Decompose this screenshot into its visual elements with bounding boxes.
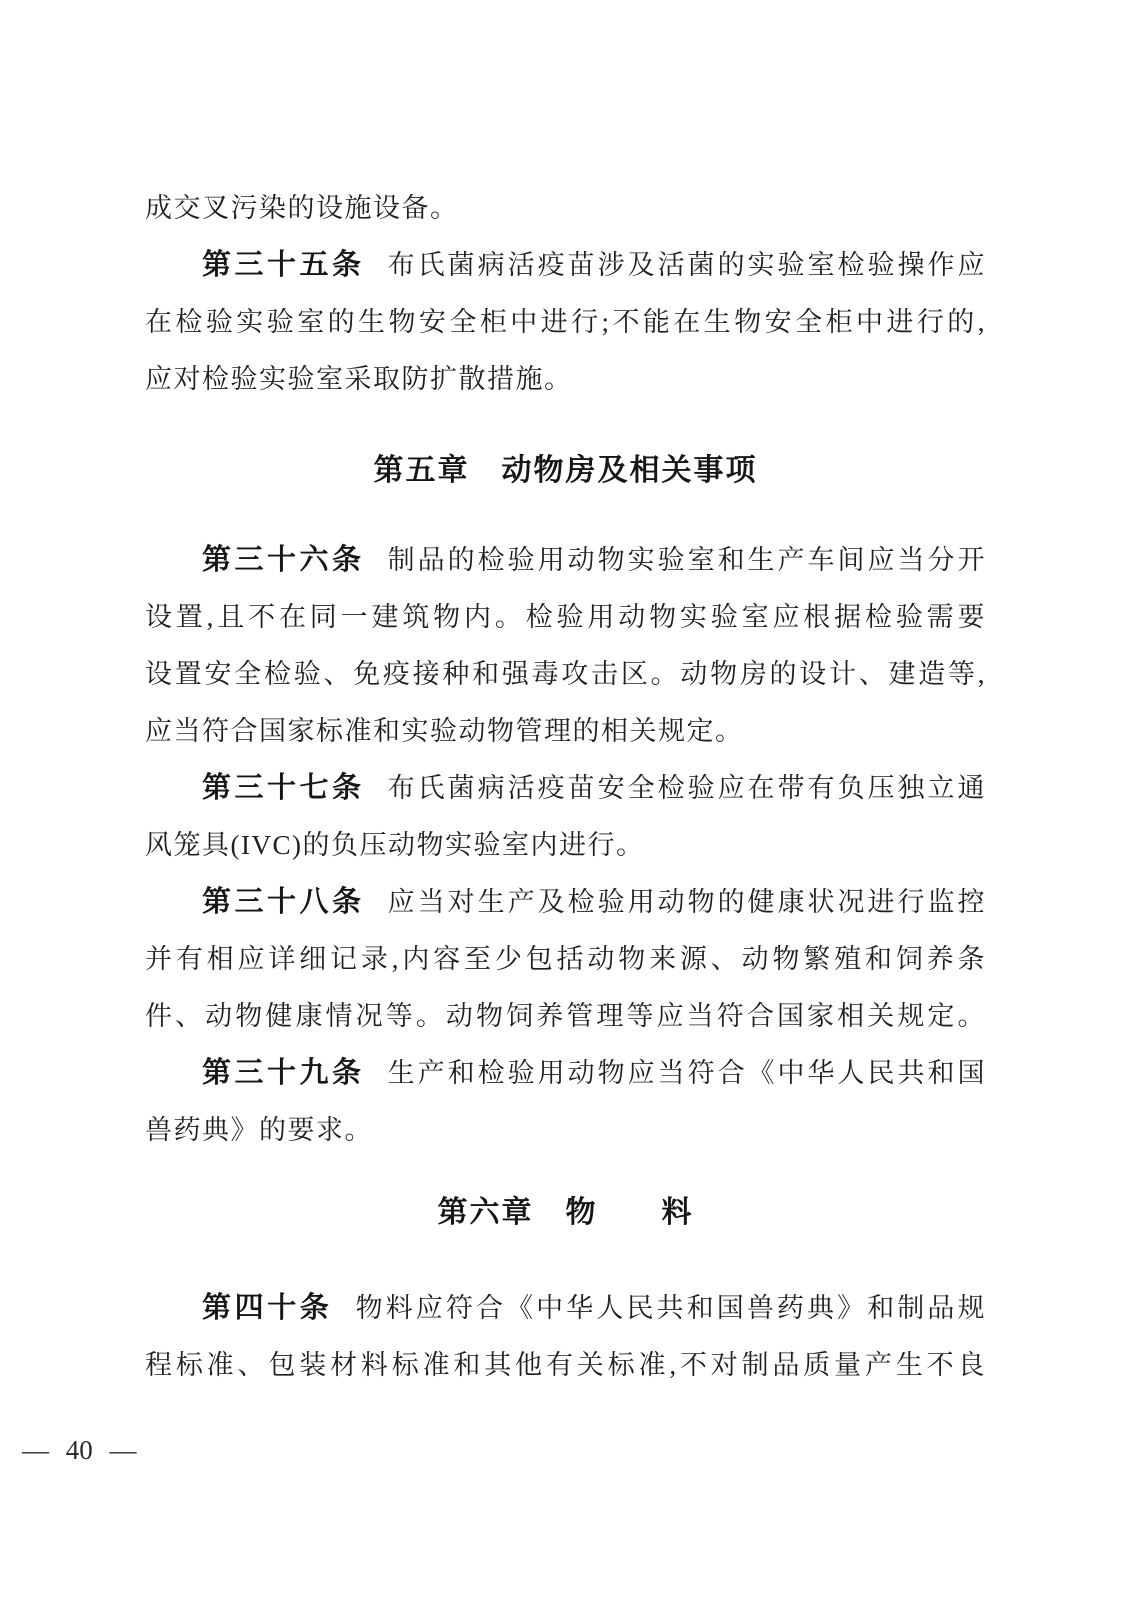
body-line xyxy=(145,646,986,703)
line-text: 兽药典》的要求。 xyxy=(145,1115,373,1145)
article-number: 第三十六条 xyxy=(202,544,365,576)
body-line xyxy=(145,874,986,931)
line-text: 设置安全检验、免疫接种和强毒攻击区。动物房的设计、建造等, xyxy=(145,659,986,689)
body-line xyxy=(145,703,986,760)
body-line xyxy=(145,1102,986,1159)
line-text: 第六章 物 料 xyxy=(437,1196,694,1229)
line-text: 布氏菌病活疫苗安全检验应在带有负压独立通 xyxy=(387,773,986,803)
body-line xyxy=(145,988,986,1045)
body-line xyxy=(145,532,986,589)
line-text: 设置,且不在同一建筑物内。检验用动物实验室应根据检验需要 xyxy=(145,602,986,632)
line-text: 并有相应详细记录,内容至少包括动物来源、动物繁殖和饲养条 xyxy=(145,944,986,974)
line-text: 应当对生产及检验用动物的健康状况进行监控 xyxy=(387,887,986,917)
chapter-heading xyxy=(145,442,986,499)
chapter-heading xyxy=(145,1184,986,1241)
line-text: 应对检验实验室采取防扩散措施。 xyxy=(145,364,573,394)
line-text: 第五章 动物房及相关事项 xyxy=(373,454,758,487)
line-text: 布氏菌病活疫苗涉及活菌的实验室检验操作应 xyxy=(387,250,986,280)
page-number: — 40 — xyxy=(22,1435,137,1465)
article-number: 第三十九条 xyxy=(202,1057,365,1089)
line-text: 物料应符合《中华人民共和国兽药典》和制品规 xyxy=(355,1293,986,1323)
body-line xyxy=(145,1045,986,1102)
article-number: 第四十条 xyxy=(202,1292,333,1324)
body-line xyxy=(145,760,986,817)
article-number: 第三十五条 xyxy=(202,249,365,281)
body-line xyxy=(145,237,986,294)
article-number: 第三十八条 xyxy=(202,886,365,918)
article-number: 第三十七条 xyxy=(202,772,365,804)
line-text: 生产和检验用动物应当符合《中华人民共和国 xyxy=(387,1058,986,1088)
line-text: 成交叉污染的设施设备。 xyxy=(145,193,459,223)
body-line xyxy=(145,817,986,874)
page-footer xyxy=(0,1434,1131,1466)
line-text: 风笼具(IVC)的负压动物实验室内进行。 xyxy=(145,830,645,860)
document-body xyxy=(145,0,986,1394)
body-line xyxy=(145,180,986,237)
line-text: 件、动物健康情况等。动物饲养管理等应当符合国家相关规定。 xyxy=(145,1001,986,1031)
line-text: 应当符合国家标准和实验动物管理的相关规定。 xyxy=(145,716,744,746)
body-line xyxy=(145,351,986,408)
body-line xyxy=(145,1337,986,1394)
body-line xyxy=(145,931,986,988)
line-text: 程标准、包装材料标准和其他有关标准,不对制品质量产生不良 xyxy=(145,1350,986,1380)
body-line xyxy=(145,589,986,646)
body-line xyxy=(145,294,986,351)
line-text: 在检验实验室的生物安全柜中进行;不能在生物安全柜中进行的, xyxy=(145,307,986,337)
body-line xyxy=(145,1280,986,1337)
line-text: 制品的检验用动物实验室和生产车间应当分开 xyxy=(387,545,986,575)
